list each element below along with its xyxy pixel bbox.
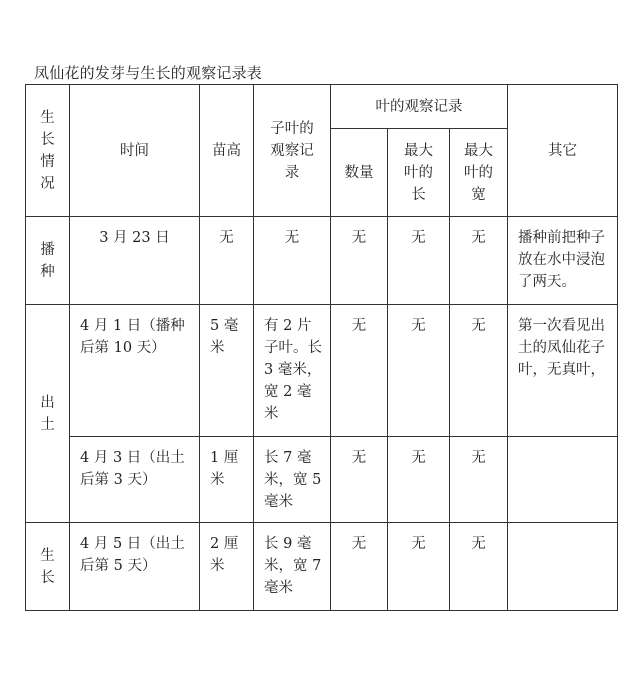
stage-cell: 生长 — [26, 523, 70, 611]
max-length-cell: 无 — [388, 523, 450, 611]
time-cell: 4 月 1 日（播种后第 10 天） — [70, 305, 200, 437]
table-row — [26, 437, 618, 523]
cotyledon-cell: 长 7 毫米，宽 5 毫米 — [254, 437, 331, 523]
header-max-length: 最大叶的长 — [388, 129, 450, 217]
other-cell — [508, 523, 618, 611]
stage-cell: 出土 — [26, 305, 70, 523]
time-cell: 4 月 3 日（出土后第 3 天） — [70, 437, 200, 523]
height-cell: 2 厘米 — [200, 523, 254, 611]
max-width-cell: 无 — [450, 523, 508, 611]
table-row — [26, 523, 618, 611]
table-caption: 凤仙花的发芽与生长的观察记录表 — [34, 64, 263, 82]
time-cell: 3 月 23 日 — [70, 217, 200, 305]
count-cell: 无 — [331, 217, 388, 305]
height-cell: 无 — [200, 217, 254, 305]
max-width-cell: 无 — [450, 305, 508, 437]
time-cell: 4 月 5 日（出土后第 5 天） — [70, 523, 200, 611]
cotyledon-cell: 有 2 片子叶。长 3 毫米，宽 2 毫米 — [254, 305, 331, 437]
header-other: 其它 — [508, 85, 618, 217]
header-height: 苗高 — [200, 85, 254, 217]
other-cell: 播种前把种子放在水中浸泡了两天。 — [508, 217, 618, 305]
table-row — [26, 217, 618, 305]
other-cell: 第一次看见出土的凤仙花子叶，无真叶， — [508, 305, 618, 437]
header-count: 数量 — [331, 129, 388, 217]
header-leaf-group: 叶的观察记录 — [331, 85, 508, 129]
height-cell: 5 毫米 — [200, 305, 254, 437]
other-cell — [508, 437, 618, 523]
count-cell: 无 — [331, 437, 388, 523]
header-cotyledon: 子叶的观察记录 — [254, 85, 331, 217]
header-growth: 生长情况 — [26, 85, 70, 217]
stage-cell: 播种 — [26, 217, 70, 305]
count-cell: 无 — [331, 523, 388, 611]
table-row — [26, 305, 618, 437]
observation-table — [25, 84, 618, 611]
cotyledon-cell: 长 9 毫米，宽 7 毫米 — [254, 523, 331, 611]
height-cell: 1 厘米 — [200, 437, 254, 523]
max-length-cell: 无 — [388, 217, 450, 305]
max-width-cell: 无 — [450, 437, 508, 523]
count-cell: 无 — [331, 305, 388, 437]
max-length-cell: 无 — [388, 437, 450, 523]
cotyledon-cell: 无 — [254, 217, 331, 305]
max-length-cell: 无 — [388, 305, 450, 437]
header-max-width: 最大叶的宽 — [450, 129, 508, 217]
max-width-cell: 无 — [450, 217, 508, 305]
header-time: 时间 — [70, 85, 200, 217]
